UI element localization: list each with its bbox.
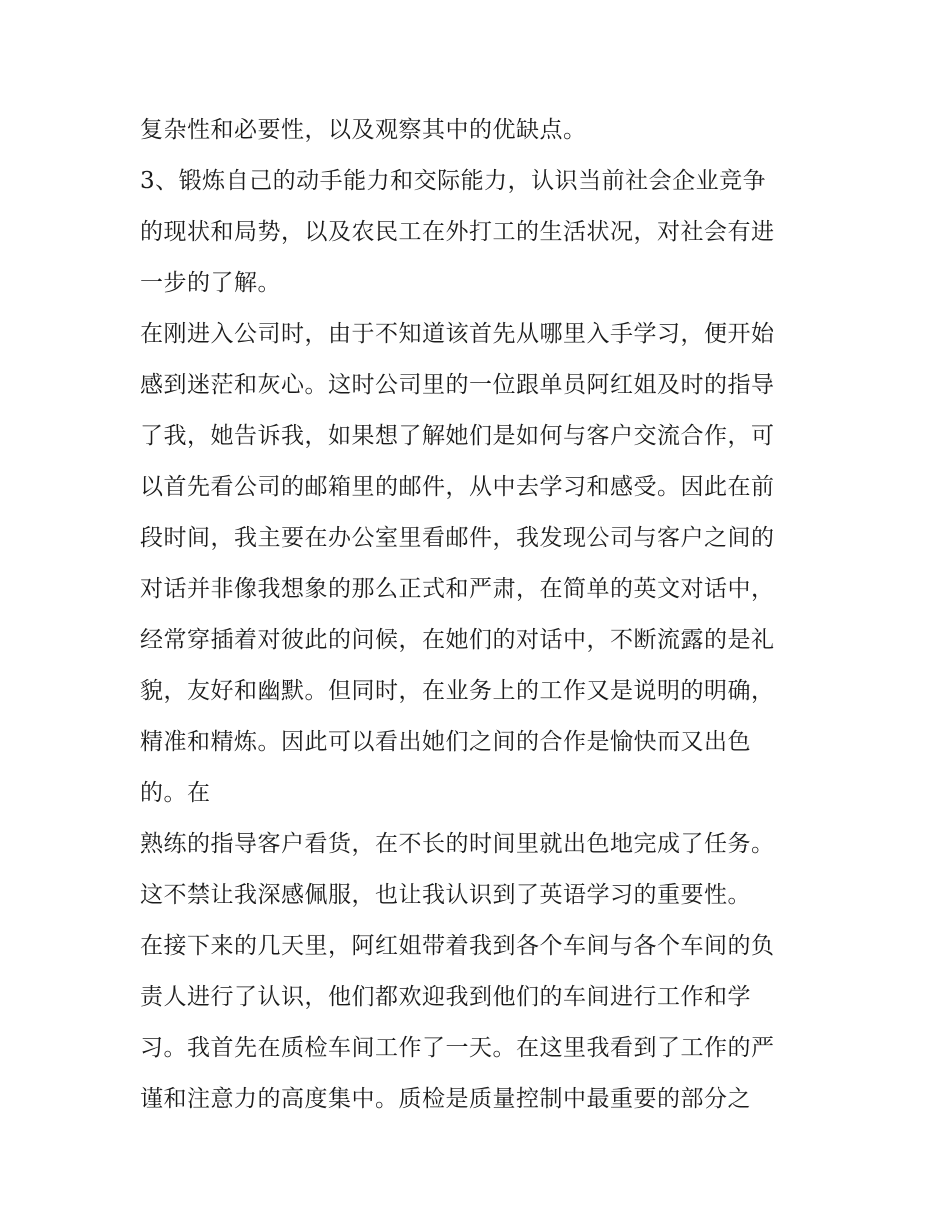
text-line: 貌，友好和幽默。但同时，在业务上的工作又是说明的明确， bbox=[140, 678, 775, 704]
text-line: 以首先看公司的邮箱里的邮件，从中去学习和感受。因此在前 bbox=[140, 474, 775, 500]
text-line: 这不禁让我深感佩服，也让我认识到了英语学习的重要性。 bbox=[140, 882, 751, 908]
text-line: 一步的了解。 bbox=[140, 270, 281, 296]
text-line: 谨和注意力的高度集中。质检是质量控制中最重要的部分之 bbox=[140, 1086, 751, 1112]
text-line: 对话并非像我想象的那么正式和严肃，在简单的英文对话中， bbox=[140, 576, 775, 602]
text-line: 精准和精炼。因此可以看出她们之间的合作是愉快而又出色 bbox=[140, 729, 751, 755]
text-line: 经常穿插着对彼此的问候，在她们的对话中，不断流露的是礼 bbox=[140, 627, 775, 653]
text-line: 习。我首先在质检车间工作了一天。在这里我看到了工作的严 bbox=[140, 1035, 775, 1061]
text-line: 的现状和局势，以及农民工在外打工的生活状况，对社会有进 bbox=[140, 219, 775, 245]
text-line: 了我，她告诉我，如果想了解她们是如何与客户交流合作，可 bbox=[140, 423, 775, 449]
text-line: 的。在 bbox=[140, 780, 211, 806]
text-line: 在接下来的几天里，阿红姐带着我到各个车间与各个车间的负 bbox=[140, 933, 775, 959]
text-line: 3、锻炼自己的动手能力和交际能力，认识当前社会企业竞争 bbox=[140, 168, 767, 194]
text-line: 责人进行了认识，他们都欢迎我到他们的车间进行工作和学 bbox=[140, 984, 751, 1010]
text-line: 在刚进入公司时，由于不知道该首先从哪里入手学习，便开始 bbox=[140, 321, 775, 347]
text-line: 感到迷茫和灰心。这时公司里的一位跟单员阿红姐及时的指导 bbox=[140, 372, 775, 398]
document-body bbox=[140, 105, 820, 1125]
text-line: 段时间，我主要在办公室里看邮件，我发现公司与客户之间的 bbox=[140, 525, 775, 551]
text-line: 熟练的指导客户看货，在不长的时间里就出色地完成了任务。 bbox=[140, 831, 775, 857]
text-line: 复杂性和必要性，以及观察其中的优缺点。 bbox=[140, 117, 587, 143]
